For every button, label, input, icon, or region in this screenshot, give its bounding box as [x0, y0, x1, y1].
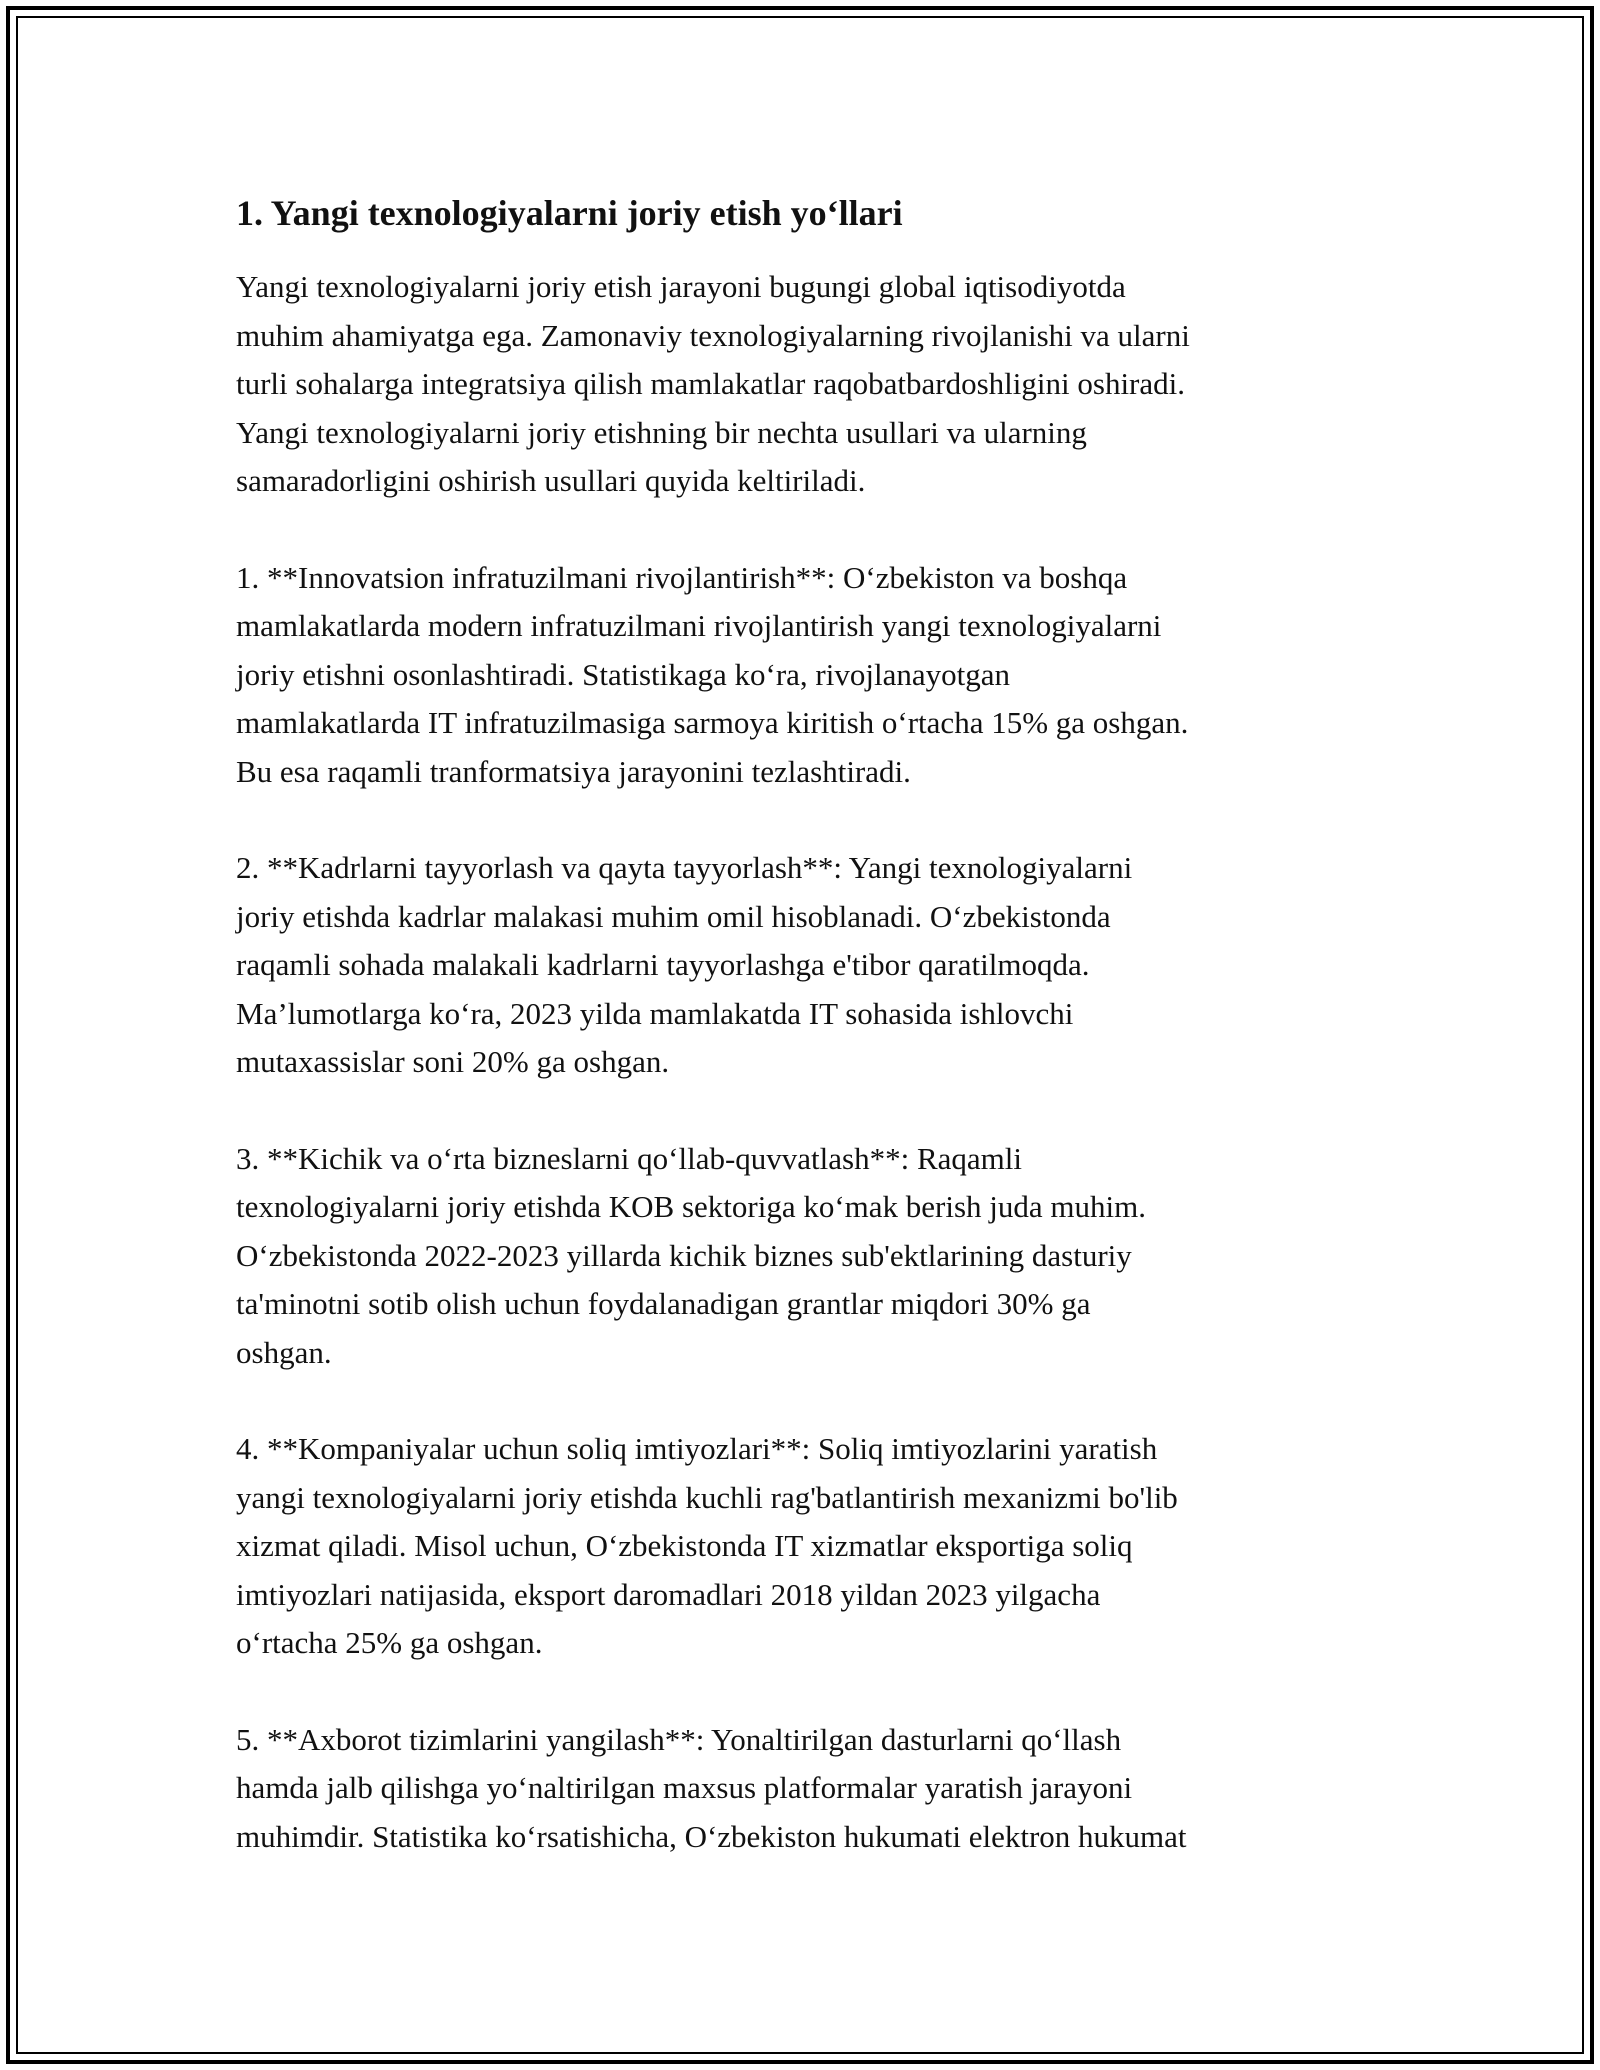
paragraph-line: mamlakatlarda IT infratuzilmasiga sarmoya kiritish o‘rtacha 15% ga oshgan. — [236, 705, 1189, 740]
list-item-3 — [236, 1135, 1376, 1378]
paragraph-line: joriy etishda kadrlar malakasi muhim omil hisoblanadi. O‘zbekistonda — [236, 898, 1111, 934]
paragraph-line: Yangi texnologiyalarni joriy etishning bir nechta usullari va ularning — [236, 414, 1087, 450]
paragraph-line: texnologiyalarni joriy etishda KOB sektoriga ko‘mak berish juda muhim. — [236, 1189, 1147, 1224]
paragraph-line: mutaxassislar soni 20% ga oshgan. — [236, 1044, 670, 1079]
section-heading: 1. Yangi texnologiyalarni joriy etish yo‘llari — [236, 193, 903, 233]
paragraph-line: 5. **Axborot tizimlarini yangilash**: Yonaltirilgan dasturlarni qo‘llash — [236, 1721, 1122, 1757]
paragraph-line: mamlakatlarda modern infratuzilmani rivojlantirish yangi texnologiyalarni — [236, 608, 1162, 643]
paragraph-line: Bu esa raqamli tranformatsiya jarayonini tezlashtiradi. — [236, 753, 911, 789]
paragraph-line: imtiyozlari natijasida, eksport daromadlari 2018 yildan 2023 yilgacha — [236, 1576, 1101, 1612]
paragraph-line: 4. **Kompaniyalar uchun soliq imtiyozlari**: Soliq imtiyozlarini yaratish — [236, 1431, 1158, 1466]
paragraph-line: muhimdir. Statistika ko‘rsatishicha, O‘zbekiston hukumati elektron hukumat — [236, 1818, 1187, 1854]
paragraph-line: yangi texnologiyalarni joriy etishda kuchli rag'batlantirish mexanizmi bo'lib — [236, 1479, 1178, 1515]
paragraph-line: ta'minotni sotib olish uchun foydalanadigan grantlar miqdori 30% ga — [236, 1286, 1091, 1321]
paragraph-line: 2. **Kadrlarni tayyorlash va qayta tayyorlash**: Yangi texnologiyalarni — [236, 850, 1133, 885]
paragraph-line: 1. **Innovatsion infratuzilmani rivojlantirish**: O‘zbekiston va boshqa — [236, 559, 1128, 595]
paragraph-line: 3. **Kichik va o‘rta bizneslarni qo‘llab-quvvatlash**: Raqamli — [236, 1140, 1022, 1176]
paragraph-line: Yangi texnologiyalarni joriy etish jarayoni bugungi global iqtisodiyotda — [236, 269, 1126, 304]
paragraph-line: xizmat qiladi. Misol uchun, O‘zbekistonda IT xizmatlar eksportiga soliq — [236, 1528, 1133, 1563]
paragraph-line: muhim ahamiyatga ega. Zamonaviy texnologiyalarning rivojlanishi va ularni — [236, 317, 1190, 353]
list-item-2 — [236, 844, 1376, 1087]
paragraph-line: hamda jalb qilishga yo‘naltirilgan maxsus platformalar yaratish jarayoni — [236, 1770, 1133, 1805]
paragraph-line: samaradorligini oshirish usullari quyida keltiriladi. — [236, 463, 866, 498]
list-item-4 — [236, 1425, 1376, 1668]
paragraph-line: O‘zbekistonda 2022-2023 yillarda kichik biznes sub'ektlarining dasturiy — [236, 1237, 1132, 1273]
paragraph-line: Ma’lumotlarga ko‘ra, 2023 yilda mamlakatda IT sohasida ishlovchi — [236, 995, 1074, 1031]
document-body — [236, 185, 1376, 1909]
list-item-1 — [236, 554, 1376, 797]
paragraph-line: raqamli sohada malakali kadrlarni tayyorlashga e'tibor qaratilmoqda. — [236, 947, 1090, 982]
paragraph-line: turli sohalarga integratsiya qilish mamlakatlar raqobatbardoshligini oshiradi. — [236, 366, 1185, 401]
paragraph-line: joriy etishni osonlashtiradi. Statistikaga ko‘ra, rivojlanayotgan — [236, 656, 1010, 692]
paragraph-line: o‘rtacha 25% ga oshgan. — [236, 1625, 543, 1660]
intro-paragraph — [236, 263, 1376, 506]
list-item-5 — [236, 1716, 1376, 1862]
paragraph-line: oshgan. — [236, 1334, 332, 1370]
